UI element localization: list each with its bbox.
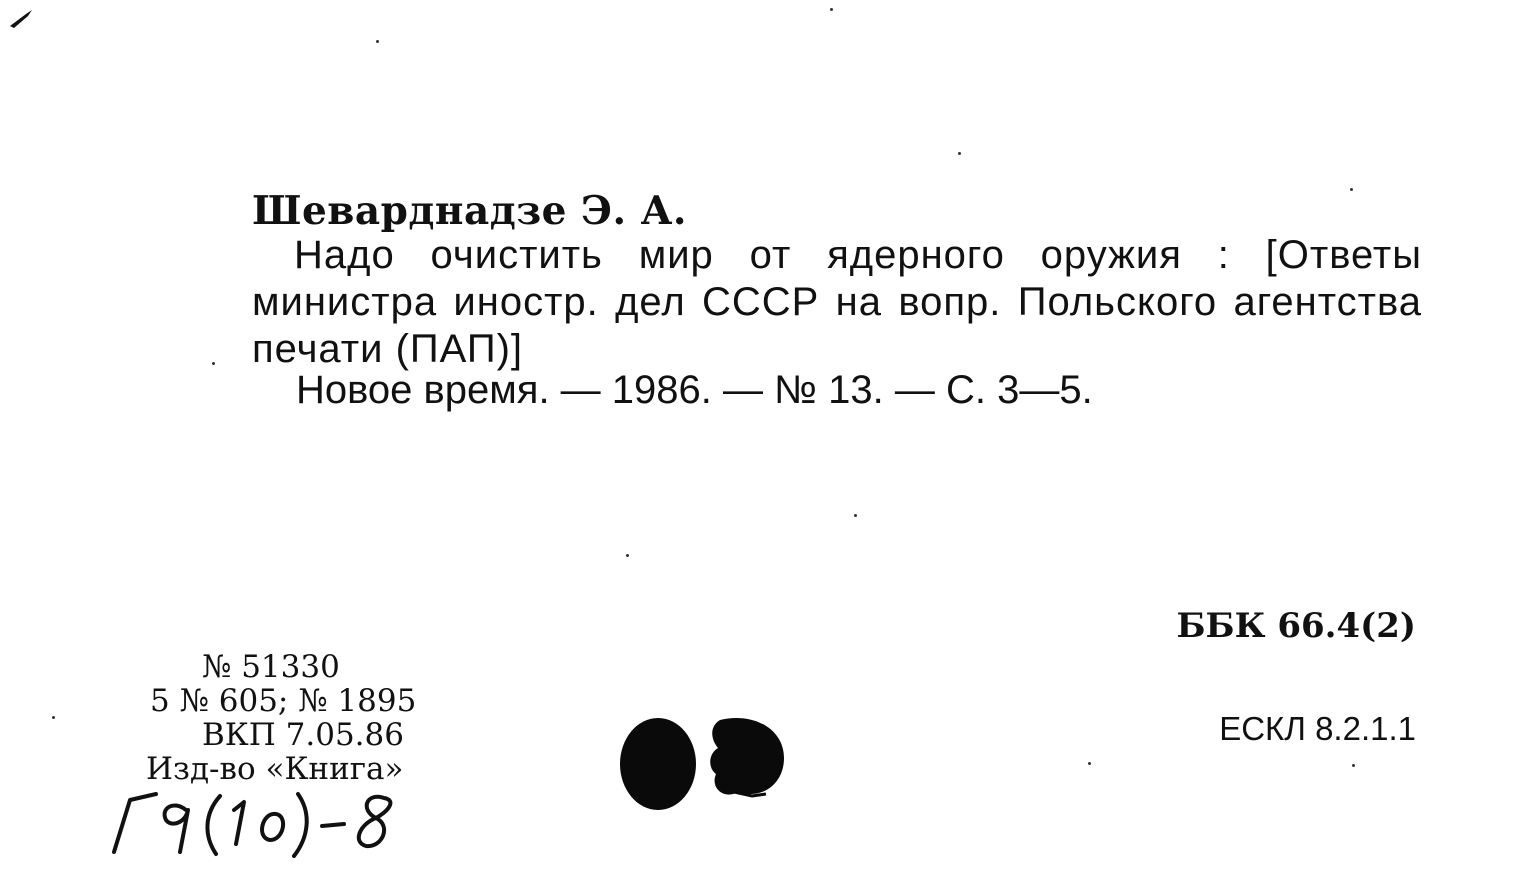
ink-mark-icon bbox=[8, 6, 36, 34]
imprint-vkp-date: ВКП 7.05.86 bbox=[202, 717, 404, 753]
source-reference: Новое время. — 1986. — № 13. — С. 3—5. bbox=[296, 368, 1093, 412]
scan-speck bbox=[1352, 764, 1355, 767]
eskl-classification: ЕСКЛ 8.2.1.1 bbox=[1219, 710, 1416, 747]
scan-speck bbox=[1350, 188, 1353, 191]
publication-title: Надо очистить мир от ядерного оружия : [Ответы министра иностр. дел СССР на вопр. Польского агентства печати (ПАП)] bbox=[252, 233, 1422, 371]
scan-speck bbox=[212, 362, 215, 365]
imprint-publisher: Изд-во «Книга» bbox=[146, 751, 404, 787]
handwritten-shelfmark bbox=[108, 786, 408, 858]
scan-speck bbox=[376, 40, 379, 43]
bbk-classification: ББК 66.4(2) bbox=[1176, 606, 1416, 646]
scan-speck bbox=[958, 152, 961, 155]
scan-speck bbox=[52, 716, 55, 719]
author-heading: Шеварднадзе Э. А. bbox=[252, 188, 688, 234]
scan-speck bbox=[626, 554, 629, 557]
scan-speck bbox=[854, 514, 857, 517]
scan-speck bbox=[1088, 762, 1091, 765]
imprint-order-number: № 51330 bbox=[202, 649, 340, 685]
imprint-block bbox=[146, 649, 417, 787]
library-stamp-icon bbox=[612, 708, 802, 818]
scan-speck bbox=[830, 8, 833, 11]
imprint-codes: 5 № 605; № 1895 bbox=[150, 683, 417, 719]
